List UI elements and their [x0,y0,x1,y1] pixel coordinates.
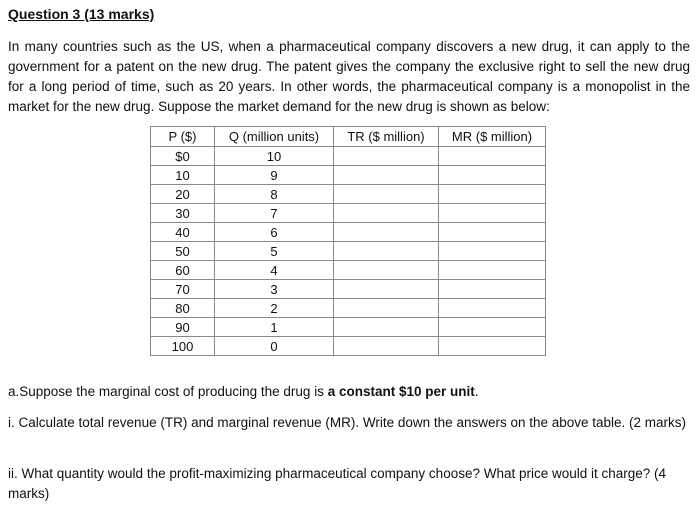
tr-cell [334,166,439,185]
mr-cell [439,261,546,280]
quantity-cell: 1 [215,318,334,337]
mr-cell [439,242,546,261]
quantity-cell: 8 [215,185,334,204]
mr-cell [439,337,546,356]
quantity-cell: 0 [215,337,334,356]
table-row [151,242,546,261]
header-price: P ($) [151,127,215,147]
tr-cell [334,318,439,337]
quantity-cell: 6 [215,223,334,242]
table-row [151,204,546,223]
quantity-cell: 9 [215,166,334,185]
price-cell: 70 [151,280,215,299]
price-cell: $0 [151,147,215,166]
table-row [151,318,546,337]
table-body [151,147,546,356]
price-cell: 20 [151,185,215,204]
header-marginal-revenue: MR ($ million) [439,127,546,147]
tr-cell [334,280,439,299]
tr-cell [334,185,439,204]
question-a-suffix: . [474,384,479,399]
table-row [151,223,546,242]
mr-cell [439,166,546,185]
mr-cell [439,185,546,204]
price-cell: 50 [151,242,215,261]
question-a-prefix: a.Suppose the marginal cost of producing the drug is [8,384,328,399]
mr-cell [439,204,546,223]
price-cell: 40 [151,223,215,242]
table-row [151,299,546,318]
mr-cell [439,223,546,242]
table-header-row [151,127,546,147]
mr-cell [439,147,546,166]
tr-cell [334,299,439,318]
table-row [151,166,546,185]
table-row [151,185,546,204]
quantity-cell: 2 [215,299,334,318]
tr-cell [334,147,439,166]
table-row [151,147,546,166]
quantity-cell: 4 [215,261,334,280]
quantity-cell: 3 [215,280,334,299]
tr-cell [334,242,439,261]
header-quantity: Q (million units) [215,127,334,147]
quantity-cell: 7 [215,204,334,223]
tr-cell [334,261,439,280]
quantity-cell: 5 [215,242,334,261]
demand-table [150,126,546,356]
price-cell: 90 [151,318,215,337]
question-i: i. Calculate total revenue (TR) and marginal revenue (MR). Write down the answers on the above table. (2 marks) [8,415,687,430]
table-row [151,337,546,356]
header-total-revenue: TR ($ million) [334,127,439,147]
tr-cell [334,223,439,242]
price-cell: 10 [151,166,215,185]
quantity-cell: 10 [215,147,334,166]
table-row [151,261,546,280]
question-a [8,382,690,402]
price-cell: 80 [151,299,215,318]
mr-cell [439,299,546,318]
question-title: Question 3 (13 marks) [8,6,155,22]
price-cell: 60 [151,261,215,280]
question-a-bold: a constant $10 per unit [327,384,475,399]
intro-paragraph: In many countries such as the US, when a pharmaceutical company discovers a new drug, it can apply to the government for a patent on the new drug. The patent gives the company the exclusive right to sell the new drug for a long period of time, such as 20 years. In other words, the pharmaceutical company is a monopolist in the market for the new drug. Suppose the market demand for the new drug is shown as below: [8,39,690,114]
price-cell: 100 [151,337,215,356]
table-row [151,280,546,299]
tr-cell [334,204,439,223]
mr-cell [439,280,546,299]
question-ii: ii. What quantity would the profit-maximizing pharmaceutical company choose? What price would it charge? (4 marks) [8,466,667,501]
mr-cell [439,318,546,337]
price-cell: 30 [151,204,215,223]
tr-cell [334,337,439,356]
